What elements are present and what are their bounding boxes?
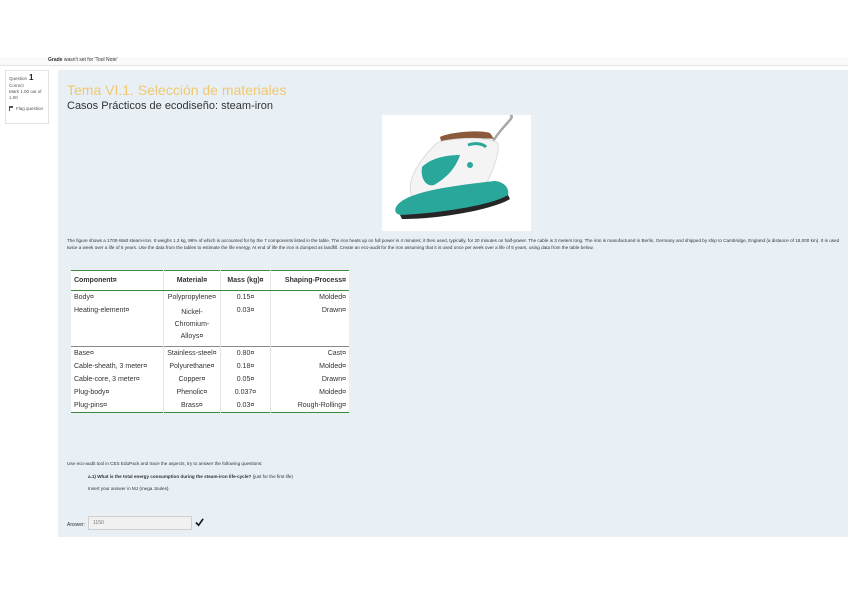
question-intro: Use eco-audit tool in CES EduPack and trace the aspects, try to answer the following questions:: [67, 461, 263, 466]
header-mass: Mass (kg)¤: [220, 271, 270, 291]
steam-iron-graphic: [382, 115, 531, 231]
grade-info: [48, 57, 118, 63]
component-cell: Base¤: [71, 347, 163, 361]
question-content: [58, 70, 848, 537]
grade-label: Grade: [48, 57, 63, 63]
material-cell: Brass¤: [163, 399, 220, 413]
mass-cell: 0.15¤: [220, 291, 270, 305]
header-material: Material¤: [163, 271, 220, 291]
process-cell: Drawn¤: [271, 373, 349, 386]
table-row: [71, 304, 349, 347]
component-cell: Cable-sheath, 3 meter¤: [74, 363, 148, 370]
mass-cell: 0.18¤: [220, 360, 270, 373]
material-cell: Polyurethane¤: [163, 360, 220, 373]
steam-iron-image: [382, 115, 531, 231]
question-prefix: a.1): [88, 474, 96, 479]
process-cell: Molded¤: [271, 291, 349, 305]
question-main: What is the total energy consumption during the steam-iron life-cycle?: [97, 474, 252, 479]
flag-icon: [9, 106, 14, 111]
header-shaping-process: Shaping-Process¤: [271, 271, 349, 291]
process-cell: Drawn¤: [271, 304, 349, 347]
check-icon: [195, 518, 204, 527]
question-hint: Insert your answer in MJ (mega Joules).: [88, 486, 170, 491]
material-cell: Copper¤: [163, 373, 220, 386]
mass-cell: 0.03¤: [220, 399, 270, 413]
question-mark: Mark 1.00 out of 1.00: [9, 89, 42, 100]
process-cell: Rough-Rolling¤: [271, 399, 349, 413]
header-component: Component¤: [71, 271, 163, 291]
mass-cell: 0.037¤: [220, 386, 270, 399]
component-cell: Plug-pins¤: [74, 402, 108, 409]
component-cell: Cable-core, 3 meter¤: [74, 376, 140, 383]
flag-question-label: Flag question: [16, 106, 44, 111]
mass-cell: 0.03¤: [220, 304, 270, 347]
material-cell: Phenolic¤: [163, 386, 220, 399]
question-label: Question: [9, 76, 28, 81]
table-row: [71, 360, 349, 373]
component-cell: Body¤: [74, 294, 94, 301]
problem-description: The figure shows a 1700-Watt steam-iron. It weighs 1.3 kg, 98% of which is accounted for by the 7 components listed in the table. The iron heats up on full power in 4 minutes; it then used, typically, for 20 minutes on half-power. The cable is 3 meters long. The iron is manufactured in Berlin, Germany and shipped by ship to Cambridge, England (a distance of 18,000 km). It is used twice a week over a life of 5 years. Use the data from the tables to estimate the life energy. At end of life the iron is dumped as landfill. Create an eco-audit for the iron assuming that it is used once per week over a life of 5 years, using data from the table below.: [67, 238, 840, 251]
material-cell: Stainless-steel¤: [163, 347, 220, 361]
answer-input[interactable]: [88, 516, 192, 530]
mass-cell: 0.80¤: [220, 347, 270, 361]
table-row: [71, 373, 349, 386]
page-title: Tema VI.1. Selección de materiales: [67, 82, 287, 98]
answer-label: Answer:: [67, 522, 86, 528]
component-cell: Plug-body¤: [74, 389, 110, 396]
top-bar: [0, 57, 848, 66]
question-suffix: (just for the first life): [252, 474, 293, 479]
materials-table: [71, 270, 349, 413]
mass-cell: 0.05¤: [220, 373, 270, 386]
material-cell: Nickel-Chromium-Alloys¤: [163, 304, 220, 347]
process-cell: Cast¤: [271, 347, 349, 361]
question-info-panel: [5, 70, 49, 124]
table-row: [71, 399, 349, 413]
grade-text: wasn't set for 'Tool Note': [63, 57, 118, 63]
process-cell: Molded¤: [271, 360, 349, 373]
flag-question-button[interactable]: [9, 105, 45, 112]
table-header-row: [71, 271, 349, 291]
question-number: 1: [29, 74, 34, 82]
table-row: [71, 386, 349, 399]
page-subtitle: Casos Prácticos de ecodiseño: steam-iron: [67, 100, 274, 112]
table-row: [71, 347, 349, 361]
component-cell: Heating-element¤: [74, 307, 130, 314]
question-status: Correct: [9, 83, 24, 88]
material-cell: Polypropylene¤: [163, 291, 220, 305]
question-text: [88, 474, 293, 479]
table-row: [71, 291, 349, 305]
process-cell: Molded¤: [271, 386, 349, 399]
